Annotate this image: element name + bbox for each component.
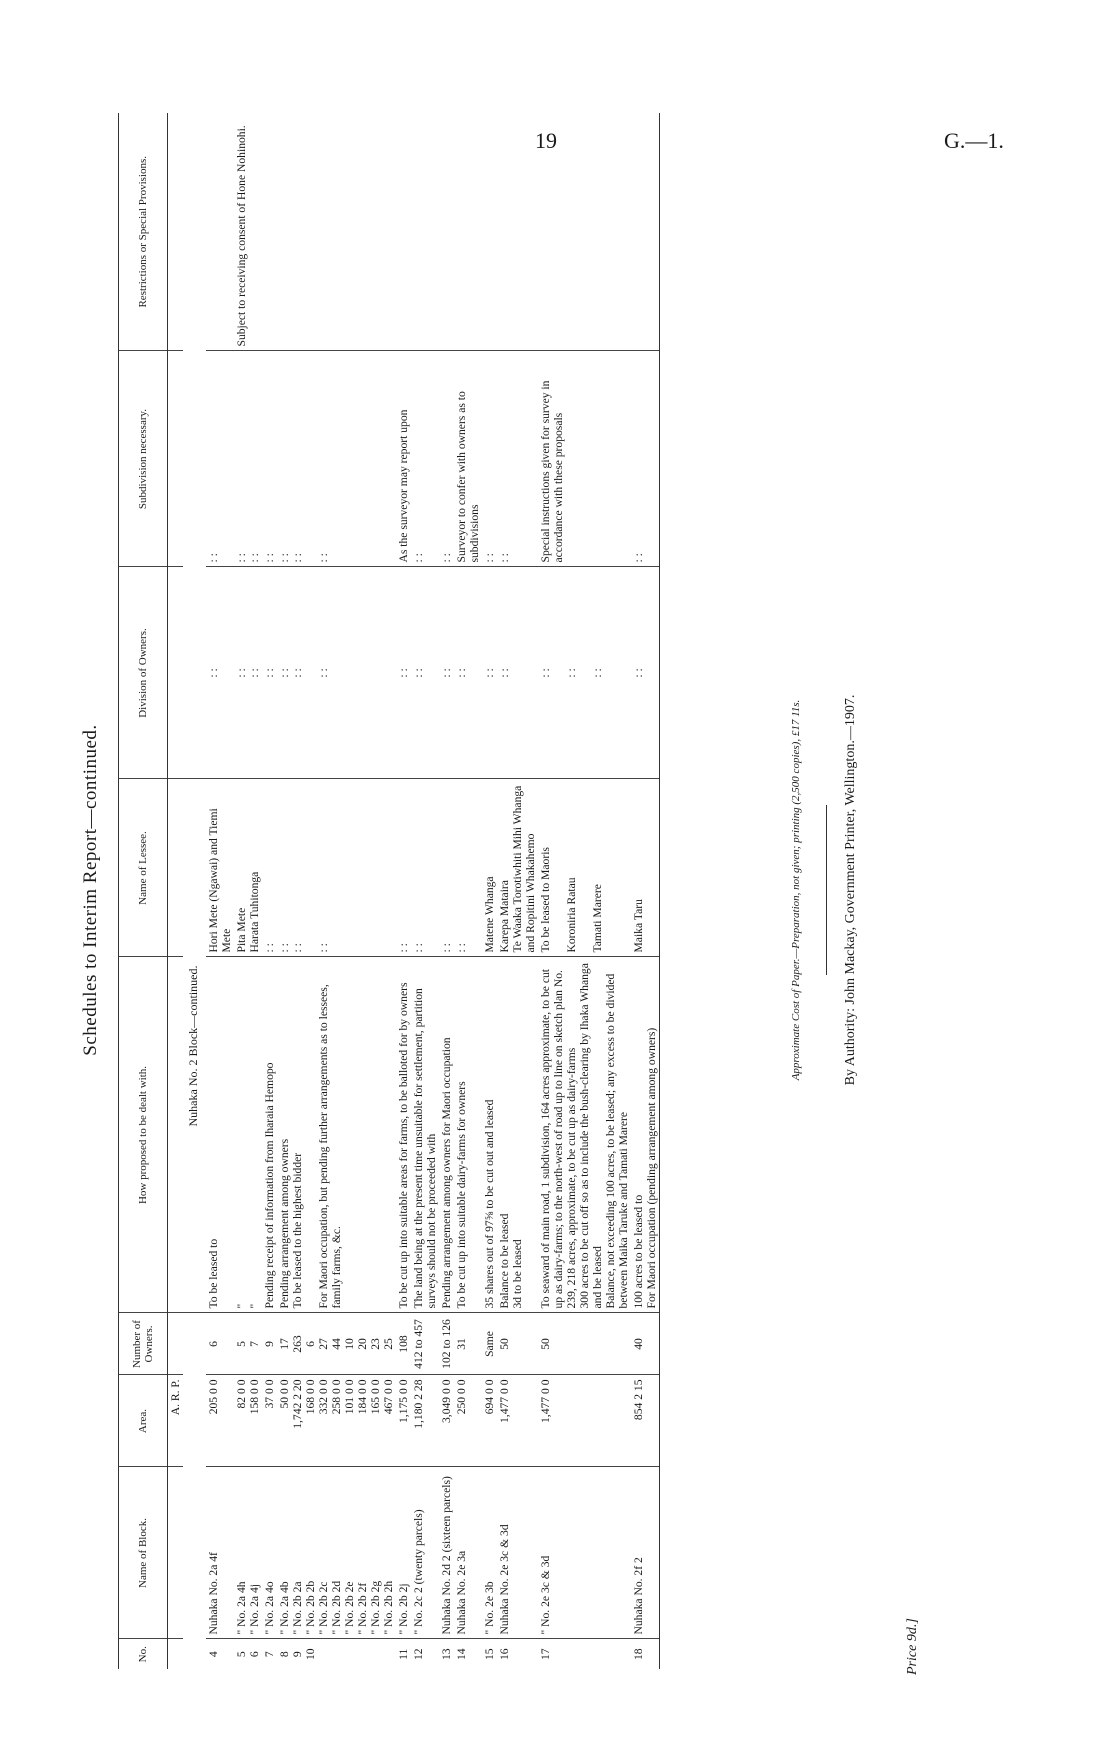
area-value: 50 0 0 1,742 2 20 168 0 0 332 0 0 258 0 0 101 0 0 184 0 0 165 0 0 467 0 0 [277,1375,396,1467]
proposal-text: To be cut up into suitable areas for farms, to be balloted for by owners [396,957,411,1313]
owner-count: 50 [497,1313,538,1375]
area-value: 694 0 0 [482,1375,497,1467]
restriction-note [396,113,411,351]
subdivision-note: : : [439,351,454,567]
schedule-table [118,113,660,1669]
restriction-note [497,113,538,351]
col-header-area: Area. [119,1375,168,1467]
block-name: Nuhaka No. 2f 2 [631,1467,659,1639]
subdivision-note: : : [262,351,277,567]
area-value: 1,175 0 0 [396,1375,411,1467]
table-row [411,113,439,1669]
area-value: 1,180 2 28 [411,1375,439,1467]
section-heading: Nuhaka No. 2 Block—continued. [183,779,206,1313]
subdivision-note: Special instructions given for survey in accordance with these proposals [538,351,631,567]
table-row [631,113,659,1669]
lessee-name: Hori Mete (Ngawai) and Tiemi Mete [206,779,234,957]
owner-count: 6 [206,1313,234,1375]
block-name: Nuhaka No. 2e 3a [454,1467,482,1639]
subdivision-note: : : : : : : [277,351,396,567]
col-header-owners: Number of Owners. [119,1313,168,1375]
row-number: 4 [207,1651,221,1658]
division-of-owners: : : [262,567,277,779]
lessee-name: : : : : : : [277,779,396,957]
subdivision-note: : : [482,351,497,567]
division-of-owners: : : [396,567,411,779]
proposal-text: To be leased to [206,957,234,1313]
owner-count: 108 [396,1313,411,1375]
area-value: 1,477 0 0 [497,1375,538,1467]
block-name: " No. 2b 2j [396,1467,411,1639]
restriction-note [411,113,439,351]
restriction-note [277,113,396,351]
row-number: 11 [397,1648,411,1660]
division-of-owners: : : [482,567,497,779]
restriction-note [482,113,497,351]
area-value: 854 2 15 [631,1375,659,1467]
table-row [454,113,482,1669]
table-row [538,113,631,1669]
schedule-title: Schedules to Interim Report—continued. [80,724,101,1056]
proposal-text: To seaward of main road, 1 subdivision, 164 acres approximate, to be cut up as dairy-farms; to the north-west of road up to line on sketch plan No. 239, 218 acres, approximate, to be cut up as dairy-farms 300 acres to be cut off so as to include the bush-clearing by Ihaka Whanga and be leased Balance, not exceeding 100 acres, to be leased; any excess to be divided between Maika Taruke and Tamati Marere [538,957,631,1313]
proposal-text: Pending receipt of information from Iharaia Hemopo [262,957,277,1313]
lessee-name: : : [396,779,411,957]
area-units: A. R. P. [168,1375,183,1467]
area-value: 205 0 0 [206,1375,234,1467]
row-number: 13 [440,1648,454,1661]
block-name: " No. 2a 4o [262,1467,277,1639]
area-value: 1,477 0 0 [538,1375,631,1467]
area-value: 37 0 0 [262,1375,277,1467]
area-value: 3,049 0 0 [439,1375,454,1467]
col-header-lessee: Name of Lessee. [119,779,168,957]
proposal-text: The land being at the present time unsuitable for settlement, partition surveys should not be proceeded with [411,957,439,1313]
page-number: 19 [535,128,557,153]
owner-count: Same [482,1313,497,1375]
col-header-subdivision: Subdivision necessary. [119,351,168,567]
owner-count: 31 [454,1313,482,1375]
division-of-owners: : : [411,567,439,779]
proposal-text: 35 shares out of 97⅝ to be cut out and leased [482,957,497,1313]
restriction-note [262,113,277,351]
area-value: 82 0 0 158 0 0 [234,1375,262,1467]
row-number: 7 [263,1651,277,1658]
row-number: 16 [498,1648,512,1661]
col-header-restrictions: Restrictions or Special Provisions. [119,113,168,351]
printer-authority: By Authority: John Mackay, Government Printer, Wellington.—1907. [843,694,858,1086]
row-number: 18 [631,1639,659,1669]
lessee-name: : : [411,779,439,957]
owner-count: 5 7 [234,1313,262,1375]
lessee-name: Maika Taru [631,779,659,957]
row-number: 15 [483,1648,497,1661]
subdivision-note: : : [631,351,659,567]
units-row [168,113,183,1669]
table-row [206,113,234,1669]
proposal-text: Balance to be leased 3d to be leased [497,957,538,1313]
row-number: 8 9 10 [278,1648,318,1661]
lessee-name: Pita Mete Harata Tuhitonga [234,779,262,957]
block-name: " No. 2c 2 (twenty parcels) [411,1467,439,1639]
price-note: Price 9d.] [905,1618,920,1675]
subdivision-note: Surveyor to confer with owners as to subdivisions [454,351,482,567]
proposal-text: Pending arrangement among owners for Maori occupation [439,957,454,1313]
col-header-block: Name of Block. [119,1467,168,1639]
subdivision-note: : : [497,351,538,567]
lessee-name: : : [262,779,277,957]
row-number: 5 6 [235,1651,262,1658]
restriction-note [631,113,659,351]
restriction-note [439,113,454,351]
division-of-owners: : : [454,567,482,779]
owner-count: 50 [538,1313,631,1375]
lessee-name: : : [439,779,454,957]
owner-count: 102 to 126 [439,1313,454,1375]
subdivision-note: : : [206,351,234,567]
block-name: " No. 2a 4b " No. 2b 2a " No. 2b 2b " No. 2b 2c " No. 2b 2d " No. 2b 2e " No. 2b 2f " No. 2b 2g " No. 2b 2h [277,1467,396,1639]
division-of-owners: : : [497,567,538,779]
row-number: 14 [455,1648,469,1661]
proposal-text: 100 acres to be leased to For Maori occupation (pending arrangement among owners) [631,957,659,1313]
subdivision-note: As the surveyor may report upon [396,351,411,567]
col-header-dealt: How proposed to be dealt with. [119,957,168,1313]
subdivision-note: : : [411,351,439,567]
division-of-owners: : : : : : : [277,567,396,779]
restriction-note: Subject to receiving consent of Hone Nohinohi. [234,113,262,351]
section-row [183,113,206,1669]
rotated-schedule-sheet [70,105,930,1675]
table-row [396,113,411,1669]
table-row [234,113,262,1669]
proposal-text: Pending arrangement among owners To be leased to the highest bidder For Maori occupation, but pending further arrangements as to lessees, family farms, &c. [277,957,396,1313]
owner-count: 9 [262,1313,277,1375]
owner-count: 17 263 6 27 44 10 20 23 25 [277,1313,396,1375]
header-row [119,113,168,1669]
owner-count: 412 to 457 [411,1313,439,1375]
cost-footnote: Approximate Cost of Paper.—Preparation, not given; printing (2,500 copies), £17 11s. [790,699,802,1081]
restriction-note [538,113,631,351]
table-row [277,113,396,1669]
division-of-owners: : : : : [234,567,262,779]
lessee-name: : : [454,779,482,957]
row-number: 17 [539,1648,553,1661]
table-row [439,113,454,1669]
owner-count: 40 [631,1313,659,1375]
lessee-name: Matene Whanga [482,779,497,957]
lessee-name: Karepa Mataira Te Waaka Torotiwhiti Mihi Whanga and Ropitini Whakahemo [497,779,538,957]
division-of-owners: : : : : : : [538,567,631,779]
division-of-owners: : : [206,567,234,779]
proposal-text: " " [234,957,262,1313]
schedule-body [168,113,660,1669]
division-of-owners: : : [439,567,454,779]
col-header-no: No. [119,1639,168,1669]
division-of-owners: : : [631,567,659,779]
row-number: 12 [412,1648,426,1661]
area-value: 250 0 0 [454,1375,482,1467]
subdivision-note: : : : : [234,351,262,567]
restriction-note [454,113,482,351]
table-row [482,113,497,1669]
divider [826,805,827,975]
table-row [262,113,277,1669]
block-name: Nuhaka No. 2a 4f [206,1467,234,1639]
block-name: Nuhaka No. 2e 3c & 3d [497,1467,538,1639]
block-name: Nuhaka No. 2d 2 (sixteen parcels) [439,1467,454,1639]
block-name: " No. 2e 3c & 3d [538,1467,631,1639]
block-name: " No. 2e 3b [482,1467,497,1639]
table-row [497,113,538,1669]
col-header-division: Division of Owners. [119,567,168,779]
paper-code: G.—1. [944,128,1004,153]
restriction-note [206,113,234,351]
proposal-text: To be cut up into suitable dairy-farms for owners [454,957,482,1313]
lessee-name: To be leased to Maoris Koroniria Ratau Tamati Marere [538,779,631,957]
block-name: " No. 2a 4h " No. 2a 4j [234,1467,262,1639]
